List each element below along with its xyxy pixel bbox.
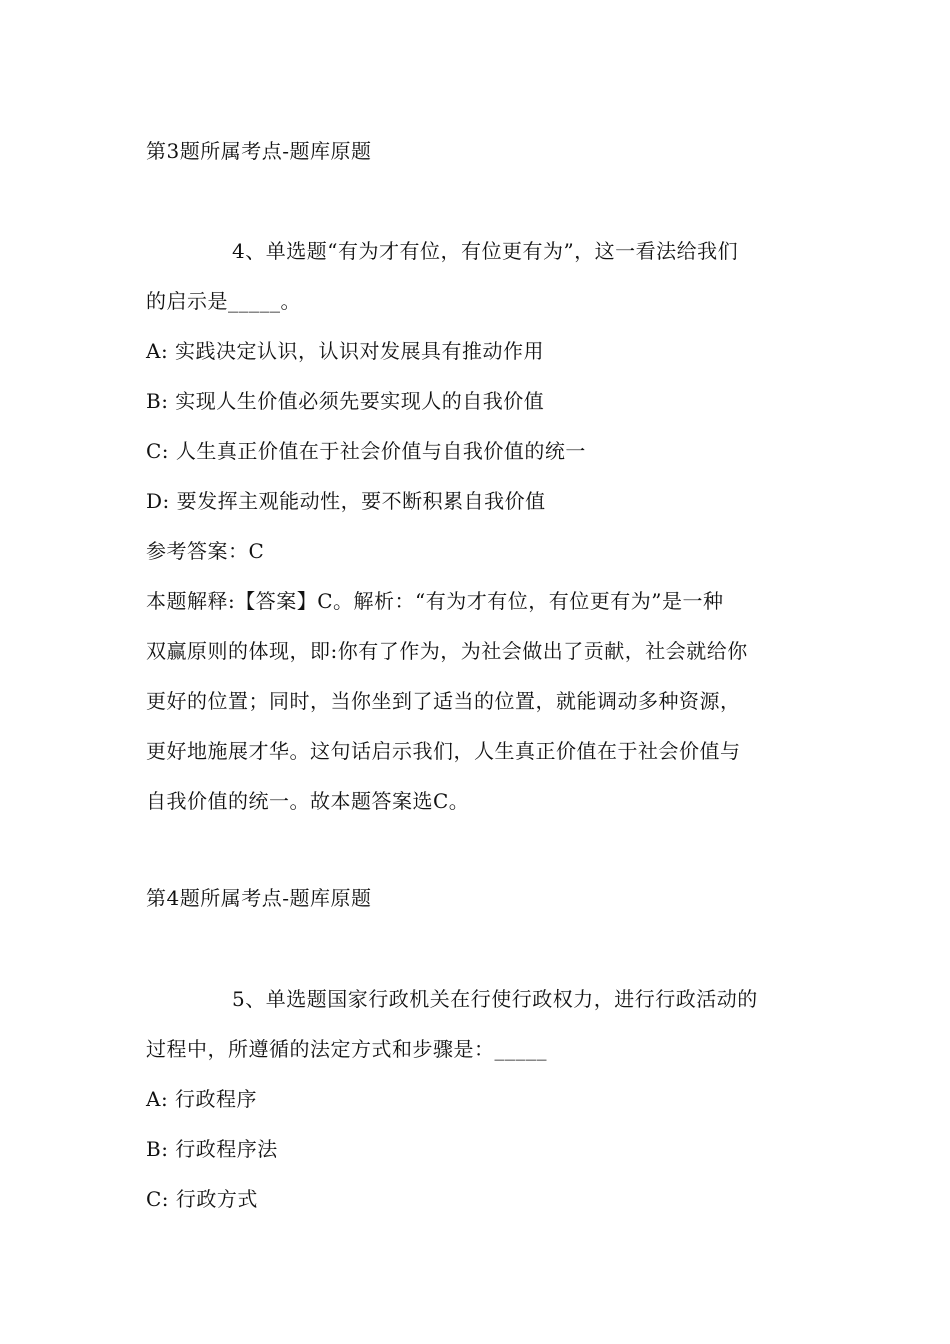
section-4-heading: 第4题所属考点-题库原题 — [146, 886, 372, 910]
question-4-explanation-line-1: 本题解释:【答案】C。解析：“有为才有位，有位更有为”是一种 — [146, 589, 724, 613]
question-4-stem-line-1: 4、单选题“有为才有位，有位更有为”，这一看法给我们 — [232, 239, 739, 263]
question-4-stem-line-2: 的启示是_____。 — [146, 289, 301, 313]
question-4-option-d: D: 要发挥主观能动性，要不断积累自我价值 — [146, 489, 546, 513]
question-5-option-b: B: 行政程序法 — [146, 1137, 278, 1161]
question-5-stem-line-2: 过程中，所遵循的法定方式和步骤是：_____ — [146, 1037, 547, 1061]
section-3-heading: 第3题所属考点-题库原题 — [146, 139, 372, 163]
question-5-stem-line-1: 5、单选题国家行政机关在行使行政权力，进行行政活动的 — [232, 987, 758, 1011]
question-5-option-c: C: 行政方式 — [146, 1187, 258, 1211]
question-4-option-c: C: 人生真正价值在于社会价值与自我价值的统一 — [146, 439, 586, 463]
question-4-explanation-line-5: 自我价值的统一。故本题答案选C。 — [146, 789, 470, 813]
question-4-option-b: B: 实现人生价值必须先要实现人的自我价值 — [146, 389, 545, 413]
question-4-explanation-line-3: 更好的位置；同时，当你坐到了适当的位置，就能调动多种资源， — [146, 689, 741, 713]
question-4-explanation-line-4: 更好地施展才华。这句话启示我们，人生真正价值在于社会价值与 — [146, 739, 741, 763]
question-4-explanation-line-2: 双赢原则的体现，即:你有了作为，为社会做出了贡献，社会就给你 — [146, 639, 748, 663]
question-5-option-a: A: 行政程序 — [146, 1087, 258, 1111]
question-4-option-a: A: 实践决定认识，认识对发展具有推动作用 — [146, 339, 545, 363]
question-4-answer: 参考答案：C — [146, 539, 265, 563]
